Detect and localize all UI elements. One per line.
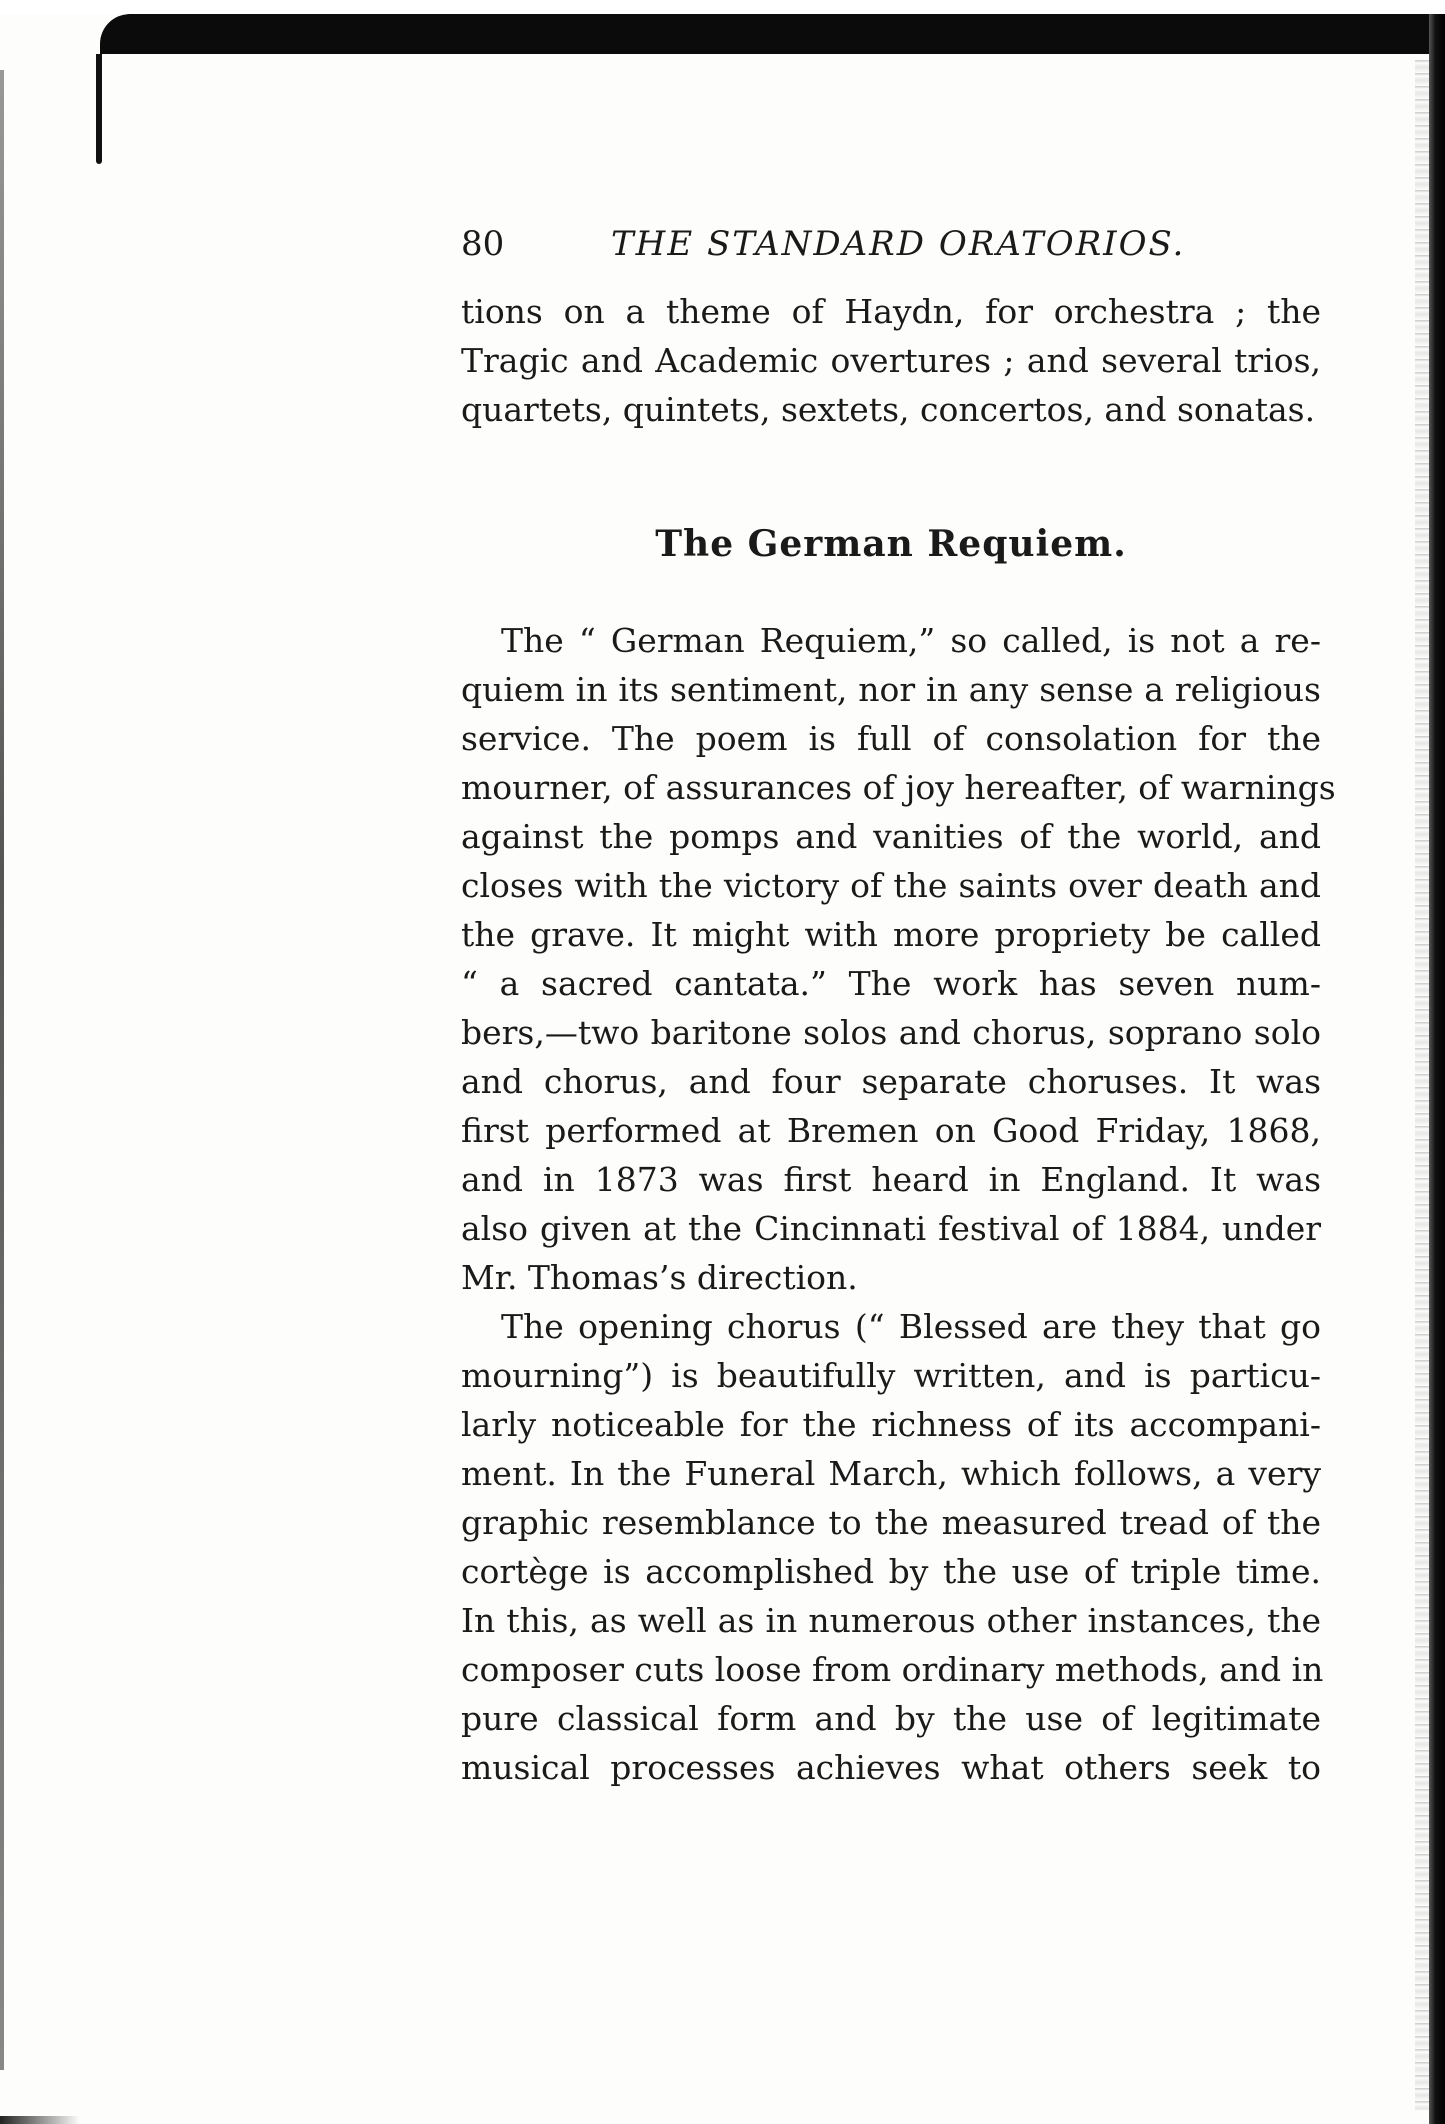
page-number: 80 — [461, 224, 505, 264]
text-line: and chorus, and four separate choruses. It was — [461, 1062, 1321, 1101]
paragraph-german-requiem — [461, 616, 1336, 1302]
text-line: The “ German Requiem,” so called, is not a re- — [501, 621, 1321, 660]
text-line: the grave. It might with more propriety be called — [461, 915, 1321, 954]
paragraph-opening-chorus — [461, 1302, 1324, 1792]
scan-edge-speckle — [1415, 60, 1429, 2110]
text-line: Tragic and Academic overtures ; and several trios, — [461, 341, 1321, 380]
text-line: larly noticeable for the richness of its accompani- — [461, 1405, 1321, 1444]
text-line: against the pomps and vanities of the world, and — [461, 817, 1321, 856]
scan-shadow-top — [100, 14, 1430, 54]
scan-shadow-bottom — [0, 2116, 80, 2124]
text-line: tions on a theme of Haydn, for orchestra ; the — [461, 292, 1321, 331]
text-line: closes with the victory of the saints over death and — [461, 866, 1321, 905]
text-line: The opening chorus (“ Blessed are they that go — [501, 1307, 1321, 1346]
section-heading: The German Requiem. — [655, 523, 1127, 565]
intro-paragraph — [461, 287, 1321, 434]
text-line: mourner, of assurances of joy hereafter, of warnings — [461, 768, 1336, 807]
text-block — [461, 223, 1336, 1792]
scan-shadow-corner — [96, 54, 102, 164]
text-line: service. The poem is full of consolation for the — [461, 719, 1321, 758]
text-line: pure classical form and by the use of legitimate — [461, 1699, 1321, 1738]
scan-shadow-left — [0, 70, 4, 2070]
text-line: first performed at Bremen on Good Friday, 1868, — [461, 1111, 1321, 1150]
text-line: cortège is accomplished by the use of triple time. — [461, 1552, 1321, 1591]
text-line: “ a sacred cantata.” The work has seven num- — [461, 964, 1321, 1003]
running-head — [461, 223, 1321, 265]
text-line: quiem in its sentiment, nor in any sense a religious — [461, 670, 1321, 709]
scan-margin-top — [0, 0, 1445, 14]
text-line: Mr. Thomas’s direction. — [461, 1258, 858, 1297]
text-line: bers,—two baritone solos and chorus, soprano solo — [461, 1013, 1321, 1052]
running-title: THE STANDARD ORATORIOS. — [611, 224, 1186, 264]
text-line: and in 1873 was first heard in England. It was — [461, 1160, 1321, 1199]
text-line: mourning”) is beautifully written, and is particu- — [461, 1356, 1321, 1395]
text-line: musical processes achieves what others seek to — [461, 1748, 1321, 1787]
text-line: quartets, quintets, sextets, concertos, and sonatas. — [461, 390, 1316, 429]
text-line: composer cuts loose from ordinary methods, and in — [461, 1650, 1324, 1689]
scan-shadow-right — [1429, 14, 1445, 2124]
text-line: ment. In the Funeral March, which follows, a very — [461, 1454, 1321, 1493]
text-line: also given at the Cincinnati festival of 1884, under — [461, 1209, 1321, 1248]
text-line: In this, as well as in numerous other instances, the — [461, 1601, 1321, 1640]
text-line: graphic resemblance to the measured tread of the — [461, 1503, 1321, 1542]
